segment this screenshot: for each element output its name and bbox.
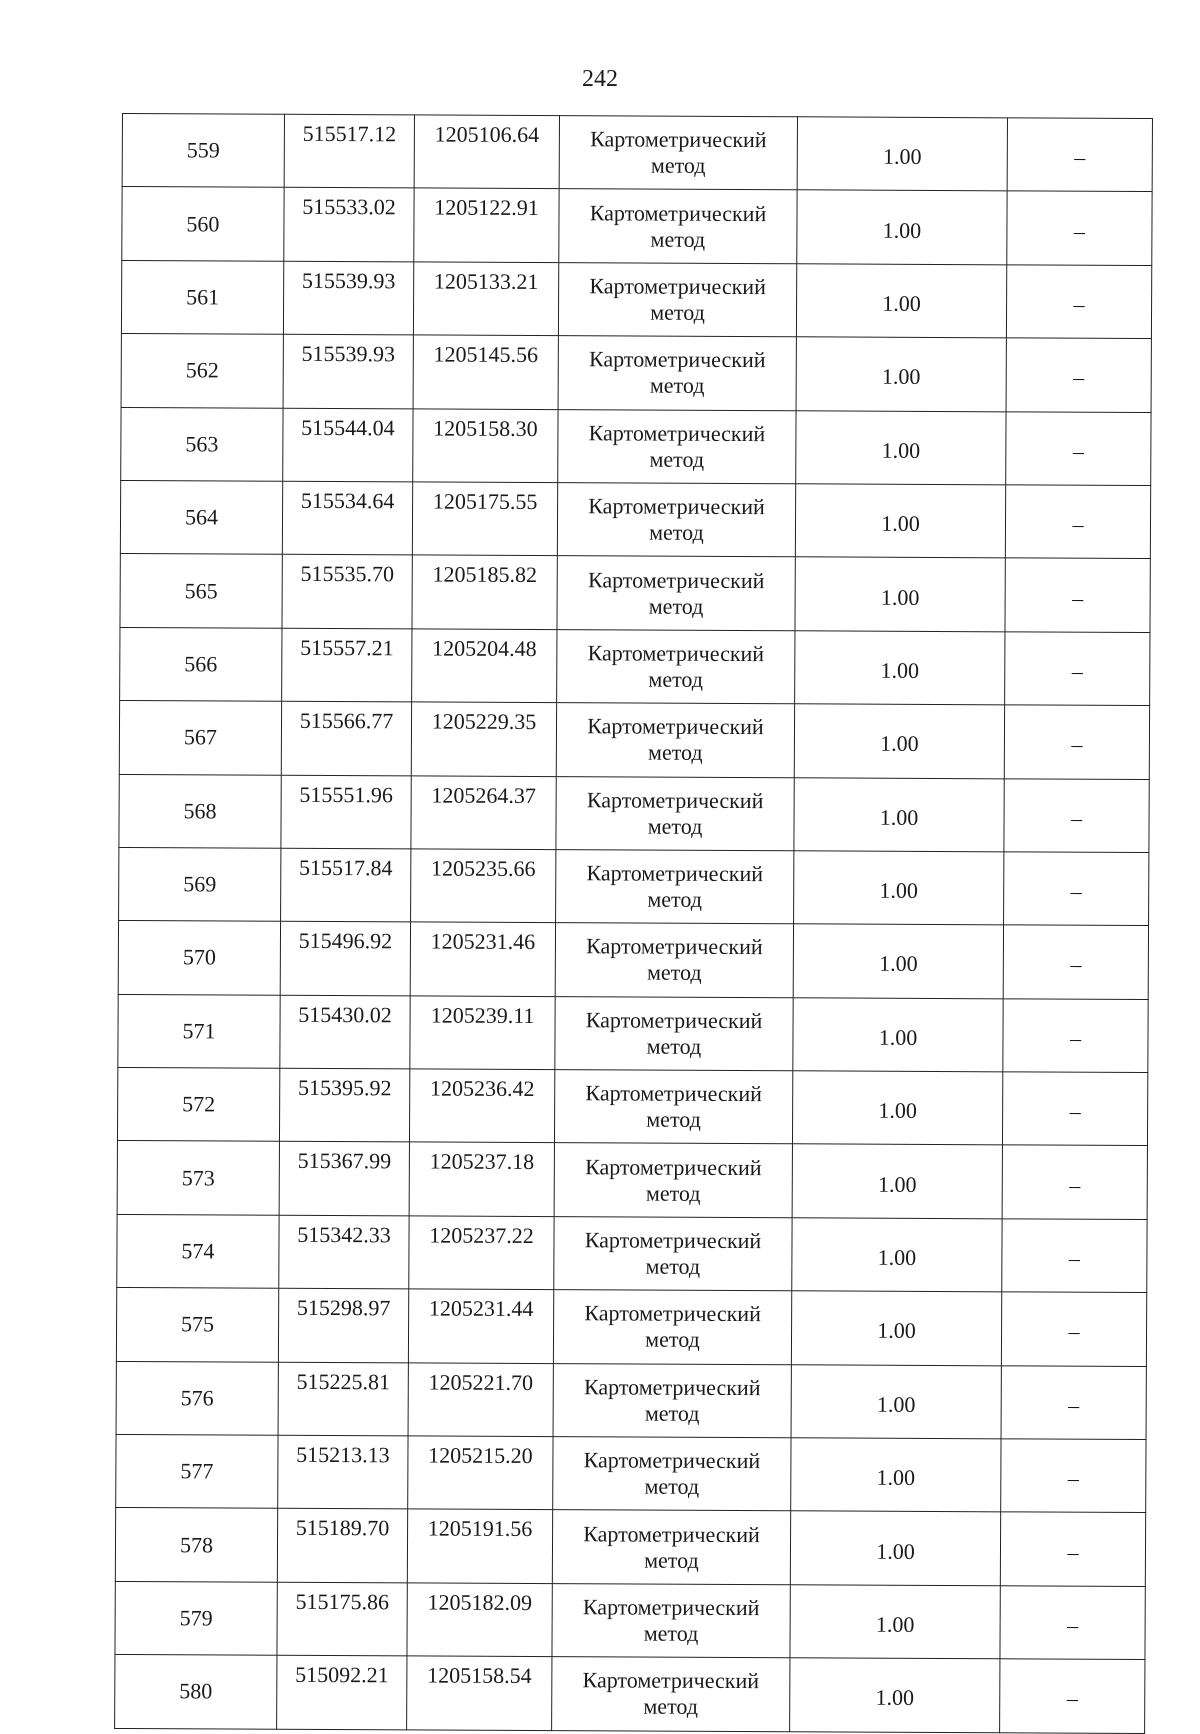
table-row — [118, 921, 1148, 999]
y-coordinate-cell: 1205235.66 — [411, 849, 556, 923]
y-coordinate-cell: 1205236.42 — [409, 1069, 554, 1143]
x-coordinate-cell: 515539.93 — [283, 261, 413, 335]
method-cell — [556, 776, 794, 851]
y-coordinate-cell: 1205215.20 — [408, 1436, 553, 1510]
method-line2: метод — [650, 152, 706, 179]
point-number-cell: 564 — [120, 480, 282, 554]
x-coordinate-cell: 515517.84 — [281, 848, 411, 922]
method-line1: Картометрический — [588, 493, 765, 520]
table-row — [120, 627, 1150, 705]
method-line2: метод — [649, 372, 705, 399]
method-cell — [559, 116, 797, 191]
x-coordinate-cell: 515544.04 — [283, 408, 413, 482]
precision-cell: 1.00 — [796, 264, 1006, 338]
precision-cell: 1.00 — [792, 1144, 1002, 1218]
method-line1: Картометрический — [588, 346, 766, 373]
precision-cell: 1.00 — [797, 117, 1007, 191]
note-cell: – — [1000, 1659, 1145, 1733]
y-coordinate-cell: 1205122.91 — [414, 188, 559, 262]
y-coordinate-cell: 1205158.54 — [407, 1656, 552, 1730]
method-line2: метод — [649, 519, 704, 545]
x-coordinate-cell: 515551.96 — [281, 775, 411, 849]
y-coordinate-cell: 1205231.44 — [408, 1289, 553, 1363]
table-row — [115, 1581, 1145, 1659]
table-row — [115, 1655, 1145, 1733]
x-coordinate-cell: 515395.92 — [279, 1068, 409, 1142]
method-line2: метод — [648, 739, 703, 766]
method-cell — [558, 262, 796, 337]
method-cell — [555, 996, 793, 1071]
method-line1: Картометрический — [584, 1300, 761, 1327]
point-number-cell: 579 — [115, 1581, 277, 1655]
precision-cell: 1.00 — [795, 484, 1005, 558]
precision-cell: 1.00 — [791, 1438, 1001, 1512]
precision-cell: 1.00 — [796, 410, 1006, 484]
precision-cell: 1.00 — [794, 851, 1004, 925]
page-number: 242 — [582, 66, 618, 92]
table-row — [122, 114, 1152, 192]
x-coordinate-cell: 515298.97 — [278, 1289, 408, 1363]
y-coordinate-cell: 1205204.48 — [412, 629, 557, 703]
table-row — [121, 407, 1151, 485]
method-line1: Картометрический — [587, 713, 764, 740]
method-cell — [555, 923, 793, 998]
method-line2: метод — [644, 1400, 700, 1426]
method-line1: Картометрический — [582, 1667, 760, 1694]
note-cell: – — [1004, 705, 1149, 779]
note-cell: – — [1001, 1292, 1146, 1366]
precision-cell: 1.00 — [795, 631, 1005, 705]
precision-cell: 1.00 — [793, 997, 1003, 1071]
method-line2: метод — [648, 666, 704, 692]
method-cell — [558, 336, 796, 411]
table-row — [119, 701, 1149, 779]
point-number-cell: 580 — [115, 1655, 277, 1729]
note-cell: – — [1001, 1439, 1146, 1513]
table-row — [117, 1068, 1147, 1146]
note-cell: – — [1007, 191, 1152, 265]
table-row — [116, 1288, 1146, 1366]
precision-cell: 1.00 — [791, 1291, 1001, 1365]
method-line1: Картометрический — [583, 1374, 761, 1400]
method-line2: метод — [650, 299, 705, 325]
method-line2: метод — [647, 886, 703, 912]
method-cell — [552, 1583, 790, 1658]
point-number-cell: 562 — [121, 334, 283, 408]
note-cell: – — [1003, 925, 1148, 999]
x-coordinate-cell: 515213.13 — [278, 1435, 408, 1509]
method-line2: метод — [646, 1106, 701, 1133]
method-line2: метод — [644, 1473, 700, 1500]
point-number-cell: 568 — [119, 774, 281, 848]
method-line1: Картометрический — [584, 1227, 762, 1254]
point-number-cell: 575 — [116, 1288, 278, 1362]
precision-cell: 1.00 — [790, 1585, 1000, 1659]
precision-cell: 1.00 — [797, 190, 1007, 264]
note-cell: – — [1006, 338, 1151, 412]
precision-cell: 1.00 — [795, 557, 1005, 631]
y-coordinate-cell: 1205145.56 — [413, 335, 558, 409]
precision-cell: 1.00 — [792, 1218, 1002, 1292]
table-row — [121, 334, 1151, 412]
method-line2: метод — [646, 960, 702, 986]
method-line2: метод — [645, 1327, 700, 1353]
precision-cell: 1.00 — [790, 1511, 1000, 1585]
coordinates-table — [114, 113, 1153, 1734]
method-cell — [552, 1510, 790, 1585]
y-coordinate-cell: 1205133.21 — [413, 262, 558, 336]
method-cell — [553, 1363, 791, 1438]
table-row — [119, 847, 1149, 925]
note-cell: – — [1002, 1145, 1147, 1219]
table-row — [121, 260, 1151, 338]
method-cell — [553, 1437, 791, 1512]
precision-cell: 1.00 — [794, 777, 1004, 851]
method-line2: метод — [648, 593, 704, 619]
note-cell: – — [1000, 1512, 1145, 1586]
method-line2: метод — [647, 813, 703, 839]
note-cell: – — [1007, 118, 1152, 192]
x-coordinate-cell: 515557.21 — [282, 628, 412, 702]
point-number-cell: 576 — [116, 1361, 278, 1435]
precision-cell: 1.00 — [791, 1364, 1001, 1438]
x-coordinate-cell: 515566.77 — [281, 701, 411, 775]
note-cell: – — [1006, 411, 1151, 485]
method-line2: метод — [643, 1693, 699, 1720]
x-coordinate-cell: 515430.02 — [280, 995, 410, 1069]
y-coordinate-cell: 1205158.30 — [413, 408, 558, 482]
note-cell: – — [1005, 632, 1150, 706]
method-line1: Картометрический — [585, 1080, 763, 1107]
method-cell — [558, 409, 796, 484]
method-line2: метод — [649, 446, 705, 472]
method-line2: метод — [645, 1180, 701, 1206]
method-line2: метод — [645, 1253, 701, 1279]
method-line1: Картометрический — [582, 1594, 760, 1621]
x-coordinate-cell: 515175.86 — [277, 1582, 407, 1656]
method-cell — [559, 189, 797, 264]
method-line2: метод — [644, 1547, 699, 1573]
point-number-cell: 571 — [118, 994, 280, 1068]
x-coordinate-cell: 515533.02 — [284, 188, 414, 262]
table-row — [120, 554, 1150, 632]
method-line1: Картометрический — [589, 199, 767, 226]
method-cell — [554, 1070, 792, 1145]
point-number-cell: 577 — [116, 1435, 278, 1509]
note-cell: – — [1002, 1219, 1147, 1293]
precision-cell: 1.00 — [792, 1071, 1002, 1145]
x-coordinate-cell: 515225.81 — [278, 1362, 408, 1436]
y-coordinate-cell: 1205175.55 — [412, 482, 557, 556]
method-line1: Картометрический — [583, 1447, 761, 1474]
method-line1: Картометрический — [589, 273, 766, 300]
table-body — [115, 114, 1153, 1734]
table-row — [119, 774, 1149, 852]
method-line1: Картометрический — [588, 420, 766, 446]
point-number-cell: 572 — [117, 1068, 279, 1142]
point-number-cell: 559 — [122, 114, 284, 188]
y-coordinate-cell: 1205264.37 — [411, 775, 556, 849]
note-cell: – — [1002, 1072, 1147, 1146]
point-number-cell: 561 — [121, 260, 283, 334]
x-coordinate-cell: 515534.64 — [282, 481, 412, 555]
note-cell: – — [1000, 1586, 1145, 1660]
y-coordinate-cell: 1205237.22 — [409, 1216, 554, 1290]
method-line1: Картометрический — [590, 126, 767, 153]
y-coordinate-cell: 1205231.46 — [410, 922, 555, 996]
method-line1: Картометрический — [587, 640, 765, 667]
table-row — [120, 480, 1150, 558]
x-coordinate-cell: 515496.92 — [280, 922, 410, 996]
x-coordinate-cell: 515539.93 — [283, 334, 413, 408]
method-line1: Картометрический — [583, 1520, 760, 1547]
method-line1: Картометрический — [586, 786, 764, 813]
method-cell — [556, 703, 794, 778]
precision-cell: 1.00 — [790, 1658, 1000, 1732]
method-cell — [556, 850, 794, 925]
method-line1: Картометрический — [586, 860, 764, 887]
point-number-cell: 566 — [120, 627, 282, 701]
y-coordinate-cell: 1205191.56 — [407, 1509, 552, 1583]
x-coordinate-cell: 515092.21 — [277, 1655, 407, 1729]
x-coordinate-cell: 515535.70 — [282, 555, 412, 629]
y-coordinate-cell: 1205182.09 — [407, 1583, 552, 1657]
x-coordinate-cell: 515342.33 — [279, 1215, 409, 1289]
table-row — [118, 994, 1148, 1072]
precision-cell: 1.00 — [796, 337, 1006, 411]
note-cell: – — [1004, 852, 1149, 926]
method-line1: Картометрический — [585, 1007, 763, 1034]
method-line2: метод — [650, 226, 706, 252]
note-cell: – — [1006, 265, 1151, 339]
y-coordinate-cell: 1205237.18 — [409, 1142, 554, 1216]
point-number-cell: 573 — [117, 1141, 279, 1215]
table-row — [122, 187, 1152, 265]
method-line1: Картометрический — [585, 1153, 762, 1180]
note-cell: – — [1003, 999, 1148, 1073]
point-number-cell: 563 — [121, 407, 283, 481]
method-cell — [557, 483, 795, 558]
method-cell — [554, 1143, 792, 1218]
point-number-cell: 570 — [118, 921, 280, 995]
y-coordinate-cell: 1205229.35 — [411, 702, 556, 776]
point-number-cell: 569 — [119, 847, 281, 921]
note-cell: – — [1005, 485, 1150, 559]
precision-cell: 1.00 — [793, 924, 1003, 998]
point-number-cell: 567 — [119, 701, 281, 775]
point-number-cell: 565 — [120, 554, 282, 628]
method-cell — [553, 1290, 791, 1365]
note-cell: – — [1001, 1365, 1146, 1439]
point-number-cell: 574 — [117, 1214, 279, 1288]
point-number-cell: 560 — [122, 187, 284, 261]
method-line2: метод — [643, 1620, 699, 1646]
x-coordinate-cell: 515517.12 — [284, 114, 414, 188]
method-cell — [552, 1657, 790, 1732]
point-number-cell: 578 — [115, 1508, 277, 1582]
y-coordinate-cell: 1205221.70 — [408, 1363, 553, 1437]
precision-cell: 1.00 — [794, 704, 1004, 778]
method-line1: Картометрический — [587, 566, 765, 593]
x-coordinate-cell: 515189.70 — [277, 1509, 407, 1583]
table-row — [117, 1214, 1147, 1292]
y-coordinate-cell: 1205185.82 — [412, 555, 557, 629]
note-cell: – — [1005, 558, 1150, 632]
method-cell — [557, 629, 795, 704]
y-coordinate-cell: 1205106.64 — [414, 115, 559, 189]
method-cell — [554, 1216, 792, 1291]
method-line1: Картометрический — [586, 933, 763, 960]
table-row — [116, 1435, 1146, 1513]
method-cell — [557, 556, 795, 631]
table-row — [115, 1508, 1145, 1586]
x-coordinate-cell: 515367.99 — [279, 1142, 409, 1216]
note-cell: – — [1004, 778, 1149, 852]
table-row — [116, 1361, 1146, 1439]
method-line2: метод — [646, 1033, 702, 1059]
y-coordinate-cell: 1205239.11 — [410, 996, 555, 1070]
table-row — [117, 1141, 1147, 1219]
